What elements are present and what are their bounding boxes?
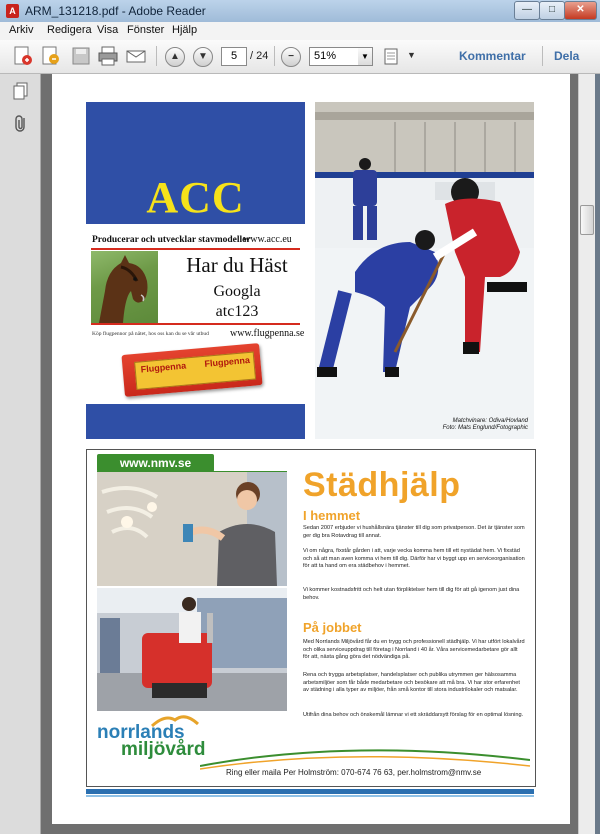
nmv-paragraph: Vi kommer kostnadsfritt och helt utan förpliktelser hem till dig för att gå igenom just dina behov. <box>303 587 520 601</box>
nmv-paragraph: Sedan 2007 erbjuder vi hushållsnära tjänster till dig som privatperson. Det är tjänster som ger dig bra Rotavdrag till annat. <box>303 525 525 539</box>
zoom-dropdown-icon[interactable]: ▼ <box>358 47 373 66</box>
flugpenna-text: Köp flugpennor på nätet, hos oss kan du se vår utbud <box>92 331 209 337</box>
page-bottom-band-light <box>86 795 534 797</box>
menu-bar <box>0 22 600 41</box>
create-pdf-icon[interactable] <box>12 46 34 66</box>
nmv-paragraph: Utifrån dina behov och önskemål lämnar vi ett skräddarsytt förslag för en optimal lösning. <box>303 712 524 718</box>
floor-scrubber-photo <box>97 588 287 711</box>
page-bottom-band <box>86 789 534 794</box>
toolbar-separator <box>156 46 157 66</box>
attachments-icon[interactable] <box>12 114 30 134</box>
nmv-paragraph: Rena och trygga arbetsplatser, handelsplatser och publika utrymmen ger hälsosamma arbetsmiljöer som får både medarbetare och besökare att må bra. Vi har stor erfarenhet av städning i alla typer av miljöer, från små kontor till stora industrilokaler och matsalar. <box>303 672 520 694</box>
vertical-scrollbar-thumb[interactable] <box>580 205 594 235</box>
share-button[interactable]: Dela <box>554 49 580 63</box>
nmv-subheading-home: I hemmet <box>303 508 361 523</box>
horse-headline: Har du Häst <box>186 253 288 277</box>
hockey-caption-line-1: Matchvinare: Odiva/Hovland <box>452 418 528 424</box>
page-number-input[interactable]: 5 <box>221 47 247 66</box>
maximize-button[interactable]: □ <box>539 1 565 20</box>
flugpenna-label-2: Flugpenna <box>204 354 251 369</box>
acc-title: ACC <box>146 173 245 222</box>
cleaner-photo <box>97 472 287 586</box>
window-title-bar <box>0 0 600 23</box>
previous-page-icon[interactable]: ▲ <box>165 47 185 67</box>
save-icon[interactable] <box>70 46 92 66</box>
menu-hjalp[interactable]: Hjälp <box>172 24 198 36</box>
email-icon[interactable] <box>125 46 147 66</box>
acc-tagline: Producerar och utvecklar stavmodeller <box>92 235 251 245</box>
acc-url: www.acc.eu <box>243 234 292 245</box>
minimize-button[interactable]: — <box>514 1 540 20</box>
navigation-panel <box>0 74 41 834</box>
horse-line-code: atc123 <box>215 303 259 320</box>
page-thumbnails-icon[interactable] <box>12 82 30 100</box>
zoom-out-icon[interactable]: − <box>281 47 301 67</box>
acc-divider <box>91 248 300 250</box>
nmv-contact: Ring eller maila Per Holmström: 070-674 76 63, per.holmstrom@nmv.se <box>226 768 482 777</box>
open-file-icon[interactable] <box>40 46 62 66</box>
print-icon[interactable] <box>97 46 119 66</box>
comment-button[interactable]: Kommentar <box>459 49 526 63</box>
nmv-subheading-work: På jobbet <box>303 620 362 635</box>
close-window-button[interactable]: ✕ <box>564 1 597 20</box>
flugpenna-url: www.flugpenna.se <box>230 328 305 339</box>
window-title: ARM_131218.pdf - Adobe Reader <box>25 4 206 18</box>
nmv-logo-line-1: norrlands <box>97 722 185 743</box>
flugpenna-label: Flugpenna <box>140 360 187 375</box>
nmv-logo-line-2: miljövård <box>121 739 206 760</box>
nmv-url-badge: www.nmv.se <box>97 454 214 472</box>
menu-redigera[interactable]: Redigera <box>47 24 92 36</box>
fit-page-icon[interactable] <box>381 46 403 66</box>
menu-arkiv[interactable]: Arkiv <box>9 24 34 36</box>
hockey-photo <box>315 102 534 439</box>
toolbar-separator <box>274 46 275 66</box>
next-page-icon[interactable]: ▼ <box>193 47 213 67</box>
zoom-input[interactable]: 51% <box>309 47 359 66</box>
horse-photo <box>91 251 158 323</box>
page-total: / 24 <box>250 50 269 62</box>
menu-visa[interactable]: Visa <box>97 24 119 36</box>
toolbar <box>0 40 600 74</box>
toolbar-overflow-icon[interactable]: ▼ <box>407 50 416 60</box>
hockey-caption-line-2: Foto: Mats Englund/Fotographic <box>442 425 528 431</box>
nmv-logo-mountain-icon <box>150 712 200 728</box>
nmv-heading: Städhjälp <box>303 466 461 504</box>
nmv-paragraph: Med Norrlands Miljövård får du en trygg och professionell städhjälp. Vi har utfört lokalvård och olika serviceuppdrag till företag i Norrland i 40 år. Våra servicemedarbetare gör allt för att, nästa gång göra det nödvändiga på. <box>303 639 525 661</box>
vertical-scrollbar[interactable] <box>578 74 595 834</box>
nmv-paragraph: Vi om några, fixstår gården i att, varje vecka komma hem till ett nystädat hem. Vi fixstäd och så att man aven komma vi hem till dig. Därför har vi byggt upp en serviceorganisation för att ta hand om era städbehov i hemmet. <box>303 548 525 570</box>
horse-line-googla: Googla <box>213 283 261 300</box>
toolbar-separator <box>542 46 543 66</box>
hockey-caption <box>430 418 528 432</box>
pdf-app-icon: A <box>6 4 19 18</box>
menu-fonster[interactable]: Fönster <box>127 24 165 36</box>
nmv-swoosh <box>200 742 530 770</box>
acc-divider <box>91 323 300 325</box>
